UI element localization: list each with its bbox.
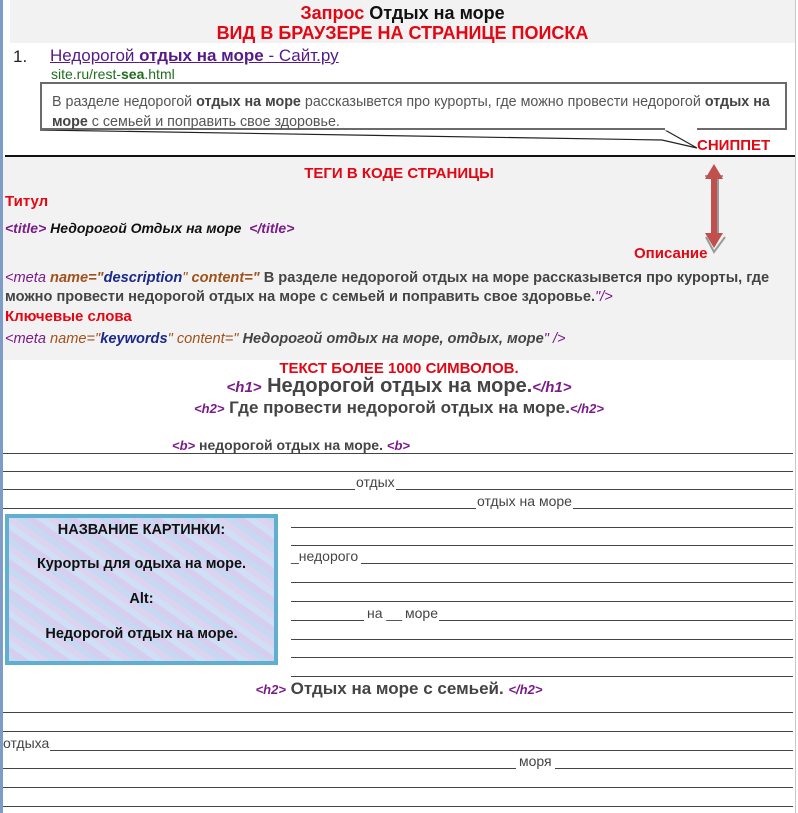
text-line [3, 471, 793, 472]
text-line [291, 676, 793, 677]
word-na: на __ [364, 605, 405, 621]
title-close-tag: </title> [249, 220, 295, 236]
kw-name-attr: name=" [50, 331, 101, 347]
result-title-link[interactable] [50, 46, 339, 66]
b-text: недорогой отдых на море. [195, 437, 387, 453]
result-number: 1. [13, 47, 28, 66]
meta-quote: " [182, 270, 188, 286]
meta-description-line [5, 269, 795, 307]
result-title-suffix: - Сайт.ру [263, 46, 339, 65]
meta-keywords-line [5, 331, 566, 347]
picture-alt-value: Недорогой отдых на море. [45, 626, 238, 642]
title-open-tag: <title> [5, 220, 47, 236]
snippet-text [52, 92, 782, 132]
text-line [291, 545, 793, 546]
bold-tag-line [170, 437, 412, 453]
text-line [3, 489, 793, 490]
text-line [291, 601, 793, 602]
kw-content-attr: content=" [176, 331, 239, 347]
snippet-bold: отдых на море [52, 94, 770, 130]
snippet-label: СНИППЕТ [697, 137, 771, 154]
h2b-text: Отдых на море с семьей. [285, 679, 509, 698]
h2-heading [0, 398, 798, 418]
text-line [291, 527, 793, 528]
meta-content-attr: content=" [191, 270, 260, 286]
snippet-part: с семьей и поправить свое здоровье. [87, 114, 340, 130]
h2-close-tag: </h2> [569, 401, 604, 416]
text-line [3, 731, 793, 732]
word-otdyh: отдых [356, 474, 395, 490]
kw-quote: " [167, 331, 173, 347]
query-label: Запрос [300, 3, 365, 23]
result-url-bold: sea [121, 66, 145, 82]
meta-name-attr: name=" [50, 270, 104, 286]
result-url [51, 66, 175, 82]
kw-content-value: Недорогой отдых на море, отдых, море [238, 331, 544, 347]
browser-view-subtitle: ВИД В БРАУЗЕРЕ НА СТРАНИЦЕ ПОИСКА [216, 23, 589, 43]
b-open-tag: <b> [172, 438, 196, 453]
word-more: море [405, 605, 438, 621]
text-line [291, 563, 793, 564]
article-section-title: ТЕКСТ БОЛЕЕ 1000 СИМВОЛОВ. [279, 360, 519, 377]
result-title-prefix: Недорогой [50, 46, 140, 65]
snippet-part: В разделе недорогой [52, 94, 197, 110]
picture-name-label: НАЗВАНИЕ КАРТИНКИ: [57, 522, 226, 538]
h1-open-tag: <h1> [226, 379, 262, 396]
kw-meta-close: " /> [543, 331, 566, 347]
kw-meta-open: <meta [5, 331, 46, 347]
tags-section [3, 157, 795, 360]
snippet-callout [40, 82, 787, 130]
query-text: Отдых на море [369, 3, 505, 23]
tags-section-title: ТЕГИ В КОДЕ СТРАНИЦЫ [304, 165, 494, 182]
text-line [291, 657, 793, 658]
h2-open-tag: <h2> [194, 401, 225, 416]
text-line [3, 787, 793, 788]
title-tag-line [5, 220, 294, 236]
text-line [291, 639, 793, 640]
meta-description-content: В разделе недорогой отдых на море рассказывется про курорты, где можно провести недорогой отдых на море с семьей и поправить свое здоровье. [5, 270, 770, 305]
text-line [3, 508, 793, 509]
snippet-part: рассказывется про курорты, где можно провести недорогой [300, 94, 705, 110]
result-url-suffix: .html [144, 66, 175, 82]
picture-placeholder [5, 514, 278, 665]
word-morya: моря [516, 753, 555, 769]
title-label: Титул [5, 193, 49, 210]
word-otdyh-na-more: отдых на море [477, 493, 572, 509]
meta-name-value: description [103, 270, 183, 286]
text-line [3, 750, 793, 751]
h2b-open-tag: <h2> [255, 682, 286, 697]
meta-open: <meta [5, 270, 46, 286]
snippet-bold: отдых на море [196, 94, 301, 110]
title-tag-value: Недорогой Отдых на море [46, 220, 246, 236]
b-close-tag: <b> [386, 438, 410, 453]
h1-heading [0, 375, 798, 398]
h2-heading-family [0, 679, 798, 699]
picture-alt-label: Alt: [129, 591, 154, 607]
picture-name-value: Курорты для одыха на море. [36, 556, 247, 572]
query-heading [10, 3, 795, 24]
text-line [291, 582, 793, 583]
text-line [3, 806, 793, 807]
word-nedorogo: _недорого [291, 548, 361, 564]
text-line [3, 768, 793, 769]
description-label: Описание [634, 245, 708, 262]
text-line [3, 453, 793, 454]
header-band [10, 0, 795, 43]
h2b-close-tag: </h2> [508, 682, 543, 697]
kw-name-value: keywords [100, 331, 168, 347]
h1-text: Недорогой отдых на море. [267, 375, 533, 397]
h1-close-tag: </h1> [532, 379, 572, 396]
result-title-bold: отдых на море [139, 46, 264, 65]
keywords-label: Ключевые слова [5, 308, 132, 325]
text-line [3, 712, 793, 713]
double-arrow-icon [690, 160, 740, 255]
result-url-prefix: site.ru/rest- [51, 66, 122, 82]
h2-text: Где провести недорогой отдых на море. [229, 398, 570, 417]
word-otdyha: отдыха [3, 735, 50, 751]
meta-close: "/> [595, 289, 613, 305]
